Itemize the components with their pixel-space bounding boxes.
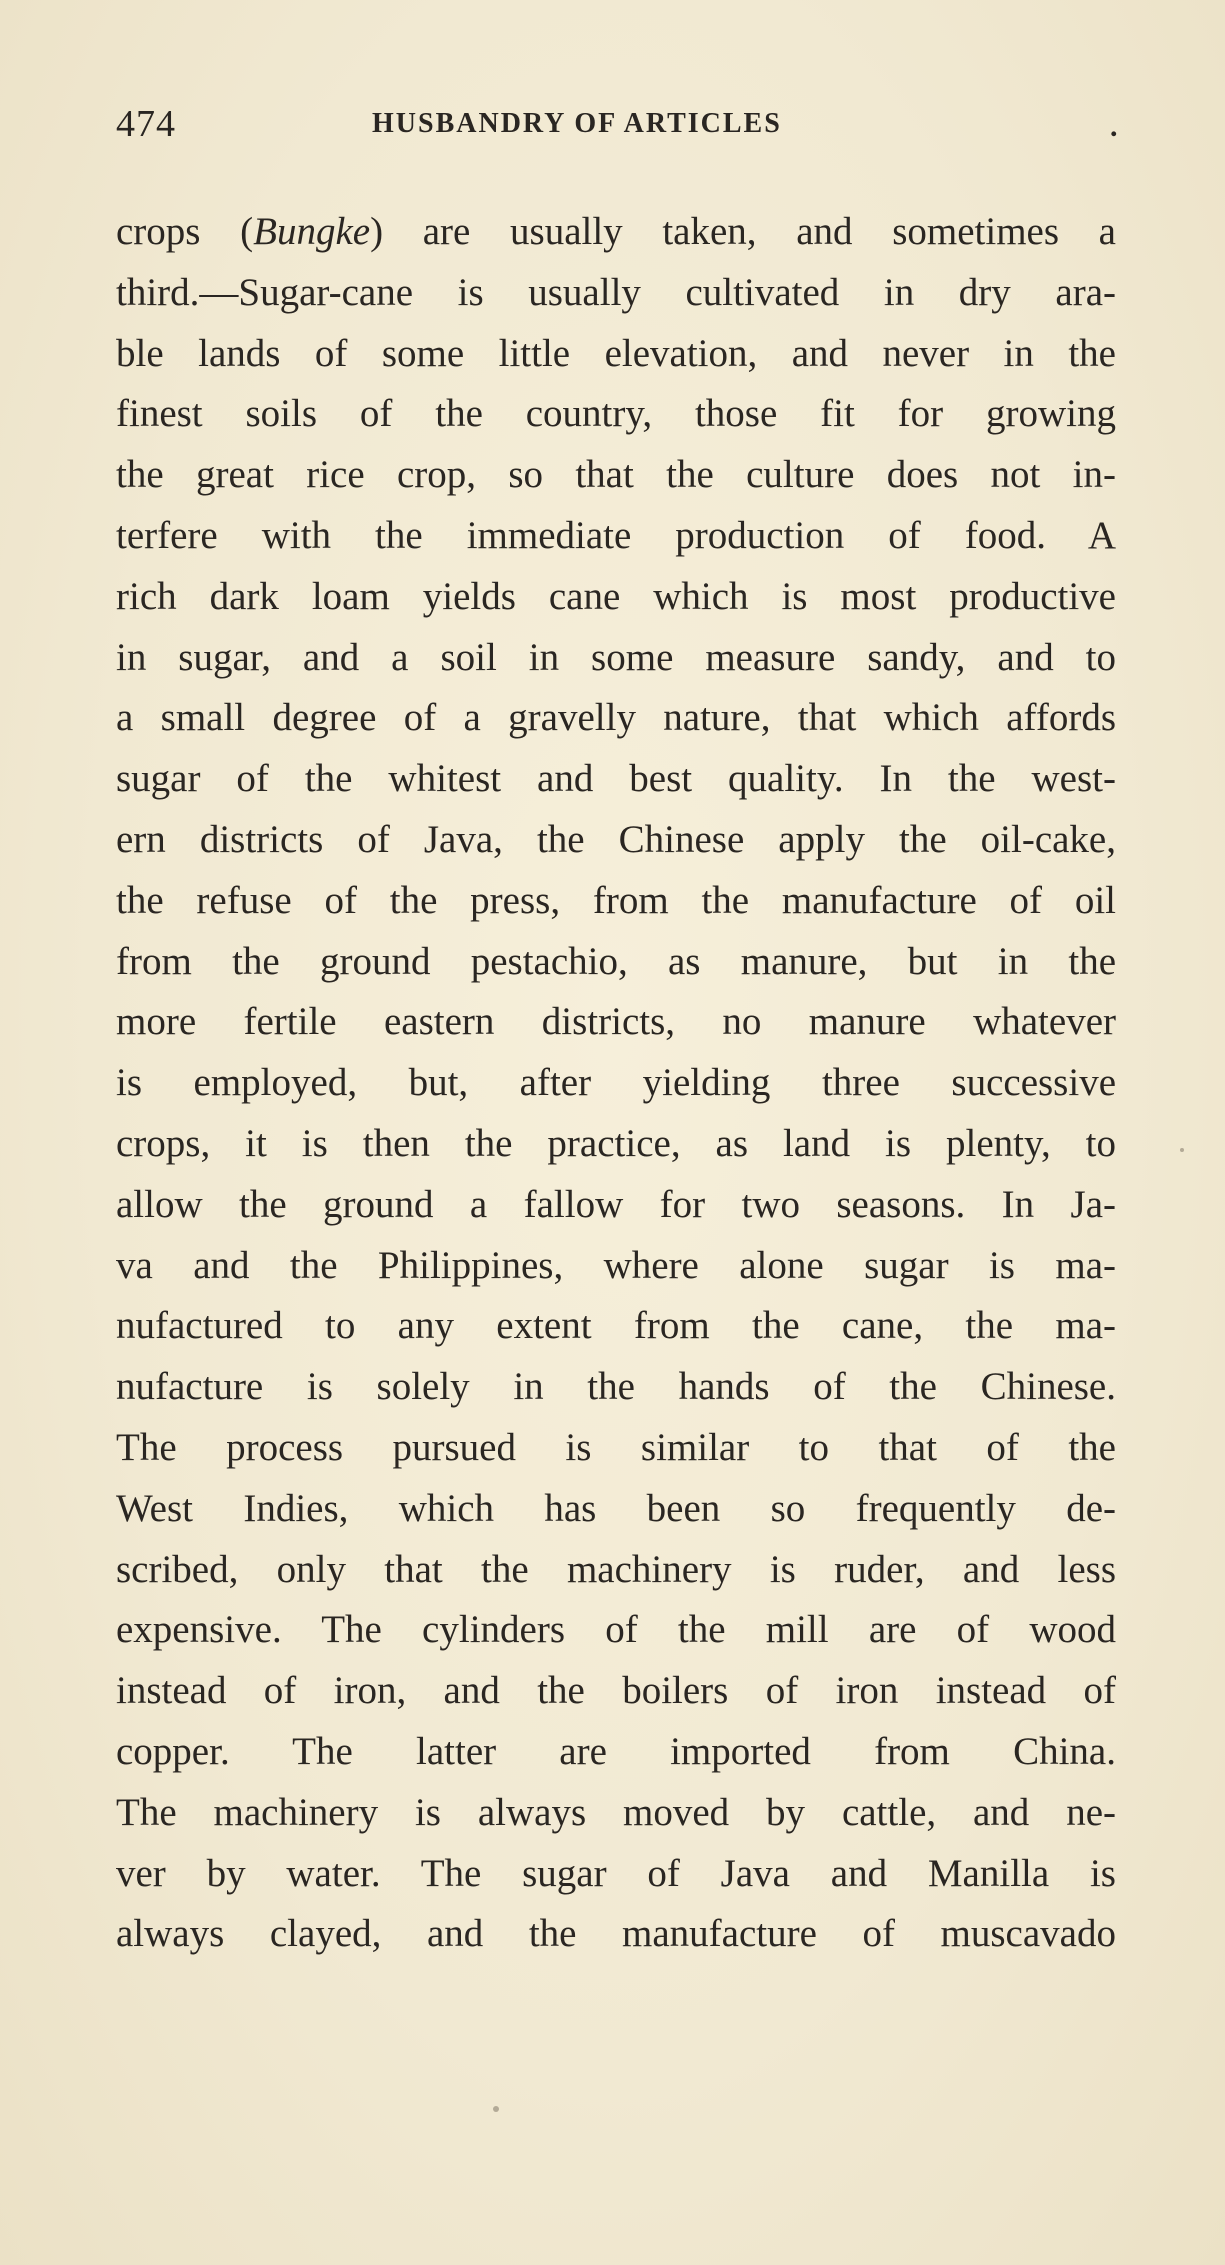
text-line-segment: West Indies, which has been so frequently de-	[116, 1486, 1116, 1530]
header-mark: .	[1110, 110, 1118, 143]
text-line-segment: copper. The latter are imported from China.	[116, 1729, 1116, 1773]
page-header	[116, 102, 1126, 152]
text-line	[116, 871, 1116, 932]
text-line	[116, 1357, 1116, 1418]
text-line-segment: ern districts of Java, the Chinese apply the oil-cake,	[116, 817, 1116, 861]
text-line-segment: va and the Philippines, where alone sugar is ma-	[116, 1243, 1116, 1287]
text-line	[116, 202, 1116, 263]
text-line-segment: allow the ground a fallow for two seasons. In Ja-	[116, 1182, 1116, 1226]
text-line	[116, 1236, 1116, 1297]
text-line-segment: ver by water. The sugar of Java and Manilla is	[116, 1851, 1116, 1895]
text-line-segment: terfere with the immediate production of food. A	[116, 513, 1116, 557]
text-line	[116, 1296, 1116, 1357]
text-line-segment: always clayed, and the manufacture of muscavado	[116, 1912, 1116, 1956]
text-line	[116, 1904, 1116, 1965]
text-line-segment: sugar of the whitest and best quality. In the west-	[116, 757, 1116, 801]
text-line	[116, 445, 1116, 506]
text-line-segment: is employed, but, after yielding three successive	[116, 1061, 1116, 1105]
text-line	[116, 1540, 1116, 1601]
text-line-segment: crops, it is then the practice, as land is plenty, to	[116, 1121, 1116, 1165]
text-line-segment: expensive. The cylinders of the mill are of wood	[116, 1608, 1116, 1652]
text-line	[116, 688, 1116, 749]
text-line	[116, 263, 1116, 324]
text-line-segment: The process pursued is similar to that of the	[116, 1425, 1116, 1469]
text-line	[116, 1418, 1116, 1479]
text-line	[116, 1661, 1116, 1722]
running-title: HUSBANDRY OF ARTICLES	[372, 108, 782, 139]
text-line-segment: nufactured to any extent from the cane, the ma-	[116, 1304, 1116, 1348]
text-line	[116, 749, 1116, 810]
text-line	[116, 1844, 1116, 1905]
text-line	[116, 324, 1116, 385]
text-line-segment: crops (	[116, 210, 254, 253]
text-line	[116, 992, 1116, 1053]
text-line	[116, 810, 1116, 871]
text-line-segment: more fertile eastern districts, no manure whatever	[116, 1000, 1116, 1044]
paper-speck	[1180, 1148, 1184, 1152]
text-line	[116, 1114, 1116, 1175]
text-line	[116, 932, 1116, 993]
text-line	[116, 1053, 1116, 1114]
text-line-segment: instead of iron, and the boilers of iron instead of	[116, 1669, 1116, 1713]
text-line-segment: ble lands of some little elevation, and never in the	[116, 331, 1116, 375]
paper-speck	[493, 2106, 499, 2112]
text-line-segment: rich dark loam yields cane which is most productive	[116, 574, 1116, 618]
text-line	[116, 1783, 1116, 1844]
text-line-segment: ) are usually taken, and sometimes a	[370, 210, 1116, 253]
text-line-segment: nufacture is solely in the hands of the Chinese.	[116, 1365, 1116, 1409]
text-line	[116, 1175, 1116, 1236]
text-line-segment: finest soils of the country, those fit for growing	[116, 392, 1116, 436]
text-line	[116, 506, 1116, 567]
text-line-segment: in sugar, and a soil in some measure sandy, and to	[116, 635, 1116, 679]
text-line-segment: the great rice crop, so that the culture does not in-	[116, 453, 1116, 497]
text-line	[116, 1600, 1116, 1661]
text-line-segment: a small degree of a gravelly nature, that which affords	[116, 696, 1116, 740]
text-line	[116, 1479, 1116, 1540]
text-line	[116, 1722, 1116, 1783]
text-line-segment: the refuse of the press, from the manufacture of oil	[116, 878, 1116, 922]
text-line	[116, 567, 1116, 628]
body-text	[116, 202, 1116, 1965]
text-line-segment: The machinery is always moved by cattle, and ne-	[116, 1790, 1116, 1834]
text-line-segment: from the ground pestachio, as manure, but in the	[116, 939, 1116, 983]
page-number: 474	[116, 103, 176, 145]
text-line	[116, 384, 1116, 445]
text-line-segment: third.—Sugar-cane is usually cultivated in dry ara-	[116, 270, 1116, 314]
italic-term: Bungke	[253, 210, 371, 253]
text-line-segment: scribed, only that the machinery is ruder, and less	[116, 1547, 1116, 1591]
text-line	[116, 628, 1116, 689]
